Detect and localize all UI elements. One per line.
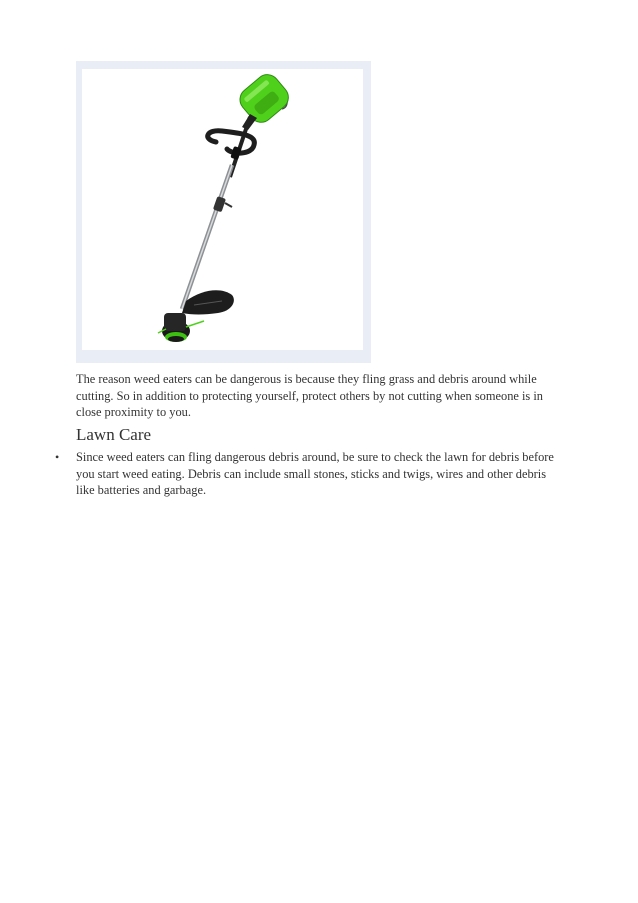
bullet-list (52, 449, 562, 499)
string-trimmer-image (82, 69, 363, 350)
list-item (52, 449, 562, 499)
bullet-marker: • (55, 450, 60, 464)
section-heading: Lawn Care (76, 425, 152, 444)
product-image-frame (76, 61, 371, 363)
intro-paragraph: The reason weed eaters can be dangerous is because they fling grass and debris around while cutting. So in addition to protecting yourself, protect others by not cutting when someone is in close proximity to you. (76, 372, 543, 419)
list-item-text: Since weed eaters can fling dangerous debris around, be sure to check the lawn for debris before you start weed eating. Debris can include small stones, sticks and twigs, wires and other debris like batteries and garbage. (76, 450, 554, 497)
